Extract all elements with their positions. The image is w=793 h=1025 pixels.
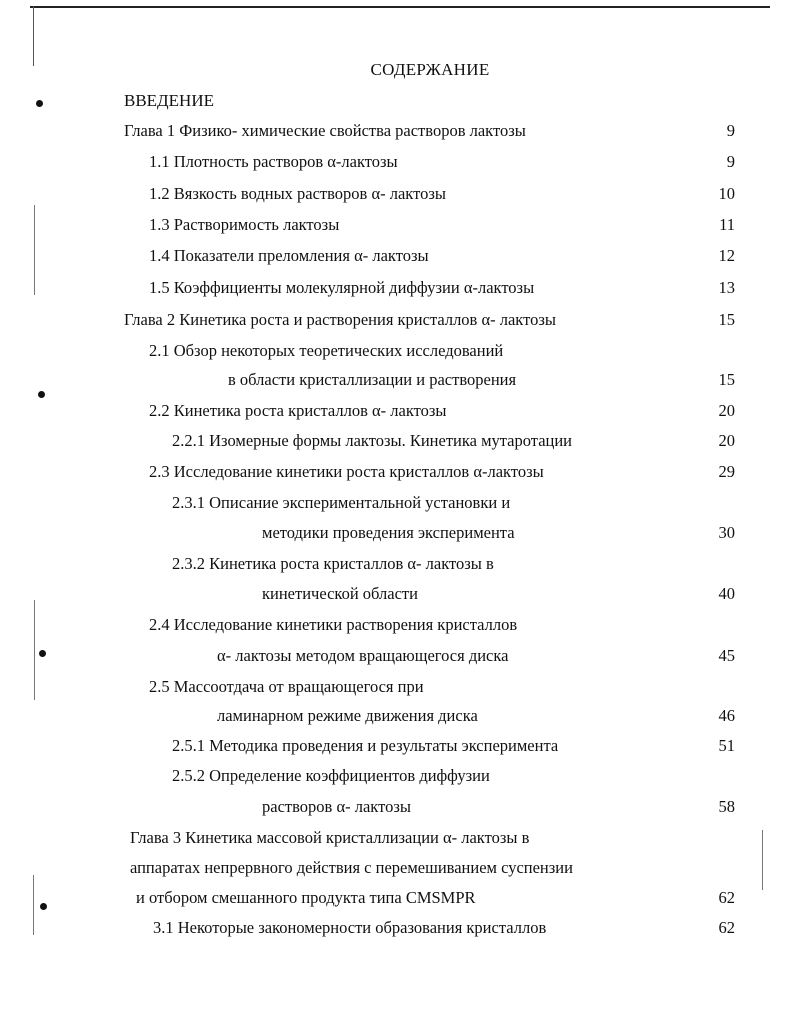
margin-line — [33, 6, 34, 66]
toc-entry-text: 2.1 Обзор некоторых теоретических исследований — [149, 341, 504, 360]
toc-entry-text: 2.3.2 Кинетика роста кристаллов α- лактозы в — [172, 554, 494, 573]
toc-entry-page: 10 — [718, 184, 735, 203]
toc-entry-page: 51 — [718, 736, 735, 755]
toc-entry-text: 2.2 Кинетика роста кристаллов α- лактозы — [149, 401, 447, 420]
toc-entry-page: 11 — [719, 215, 735, 234]
toc-entry-text: в области кристаллизации и растворения — [228, 370, 517, 389]
toc-entry-page: 29 — [718, 462, 735, 481]
toc-entry-text: 1.2 Вязкость водных растворов α- лактозы — [149, 184, 446, 203]
page-frame-top — [30, 6, 770, 8]
toc-entry-page: 15 — [718, 310, 735, 329]
scan-artifact — [762, 830, 763, 890]
intro-heading: ВВЕДЕНИЕ — [124, 91, 214, 110]
toc-entry-text: и отбором смешанного продукта типа CMSMPR — [136, 888, 476, 907]
toc-entry-text: 2.3 Исследование кинетики роста кристаллов α-лактозы — [149, 462, 544, 481]
toc-entry-text: 1.4 Показатели преломления α- лактозы — [149, 246, 429, 265]
toc-entry-text: 3.1 Некоторые закономерности образования кристаллов — [153, 918, 547, 937]
toc-entry-text: аппаратах непрервного действия с перемешиванием суспензии — [130, 858, 573, 877]
toc-entry-page: 58 — [718, 797, 735, 816]
toc-entry-page: 62 — [718, 918, 735, 937]
toc-entry-text: 1.3 Растворимость лактозы — [149, 215, 340, 234]
toc-entry-page: 40 — [718, 584, 735, 603]
toc-entry-page: 45 — [718, 646, 735, 665]
toc-entry-text: 2.3.1 Описание экспериментальной установки и — [172, 493, 511, 512]
scan-artifact — [34, 205, 35, 295]
toc-entry-page: 9 — [726, 121, 735, 140]
toc-entry-text: Глава 3 Кинетика массовой кристаллизации α- лактозы в — [130, 828, 530, 847]
toc-entry-text: 2.5.1 Методика проведения и результаты эксперимента — [172, 736, 559, 755]
toc-entry-page: 46 — [718, 706, 735, 725]
scan-artifact — [39, 650, 46, 657]
scan-artifact — [34, 600, 35, 700]
toc-entry-page: 62 — [718, 888, 735, 907]
toc-entry-text: Глава 1 Физико- химические свойства растворов лактозы — [124, 121, 526, 140]
scan-artifact — [36, 100, 43, 107]
toc-entry-page: 20 — [718, 401, 735, 420]
toc-entry-text: 2.5.2 Определение коэффициентов диффузии — [172, 766, 490, 785]
toc-entry-text: 2.2.1 Изомерные формы лактозы. Кинетика мутаротации — [172, 431, 573, 450]
toc-entry-page: 15 — [718, 370, 735, 389]
toc-entry-text: растворов α- лактозы — [262, 797, 411, 816]
toc-entry-page: 13 — [718, 278, 735, 297]
toc-entry-page: 30 — [718, 523, 735, 542]
toc-entry-text: ламинарном режиме движения диска — [217, 706, 478, 725]
toc-entry-text: 1.1 Плотность растворов α-лактозы — [149, 152, 398, 171]
toc-entry-text: 2.4 Исследование кинетики растворения кристаллов — [149, 615, 518, 634]
toc-entry-page: 12 — [718, 246, 735, 265]
scan-artifact — [33, 875, 34, 935]
toc-entry-page: 20 — [718, 431, 735, 450]
toc-entry-page: 9 — [726, 152, 735, 171]
toc-entry-text: кинетической области — [262, 584, 418, 603]
toc-entry-text: 2.5 Массоотдача от вращающегося при — [149, 677, 424, 696]
toc-entry-text: методики проведения эксперимента — [262, 523, 515, 542]
toc-entry-text: Глава 2 Кинетика роста и растворения кристаллов α- лактозы — [124, 310, 556, 329]
toc-entry-text: α- лактозы методом вращающегося диска — [217, 646, 509, 665]
page-title: СОДЕРЖАНИЕ — [370, 60, 490, 79]
scan-artifact — [38, 391, 45, 398]
scan-artifact — [40, 903, 47, 910]
toc-entry-text: 1.5 Коэффициенты молекулярной диффузии α-лактозы — [149, 278, 535, 297]
